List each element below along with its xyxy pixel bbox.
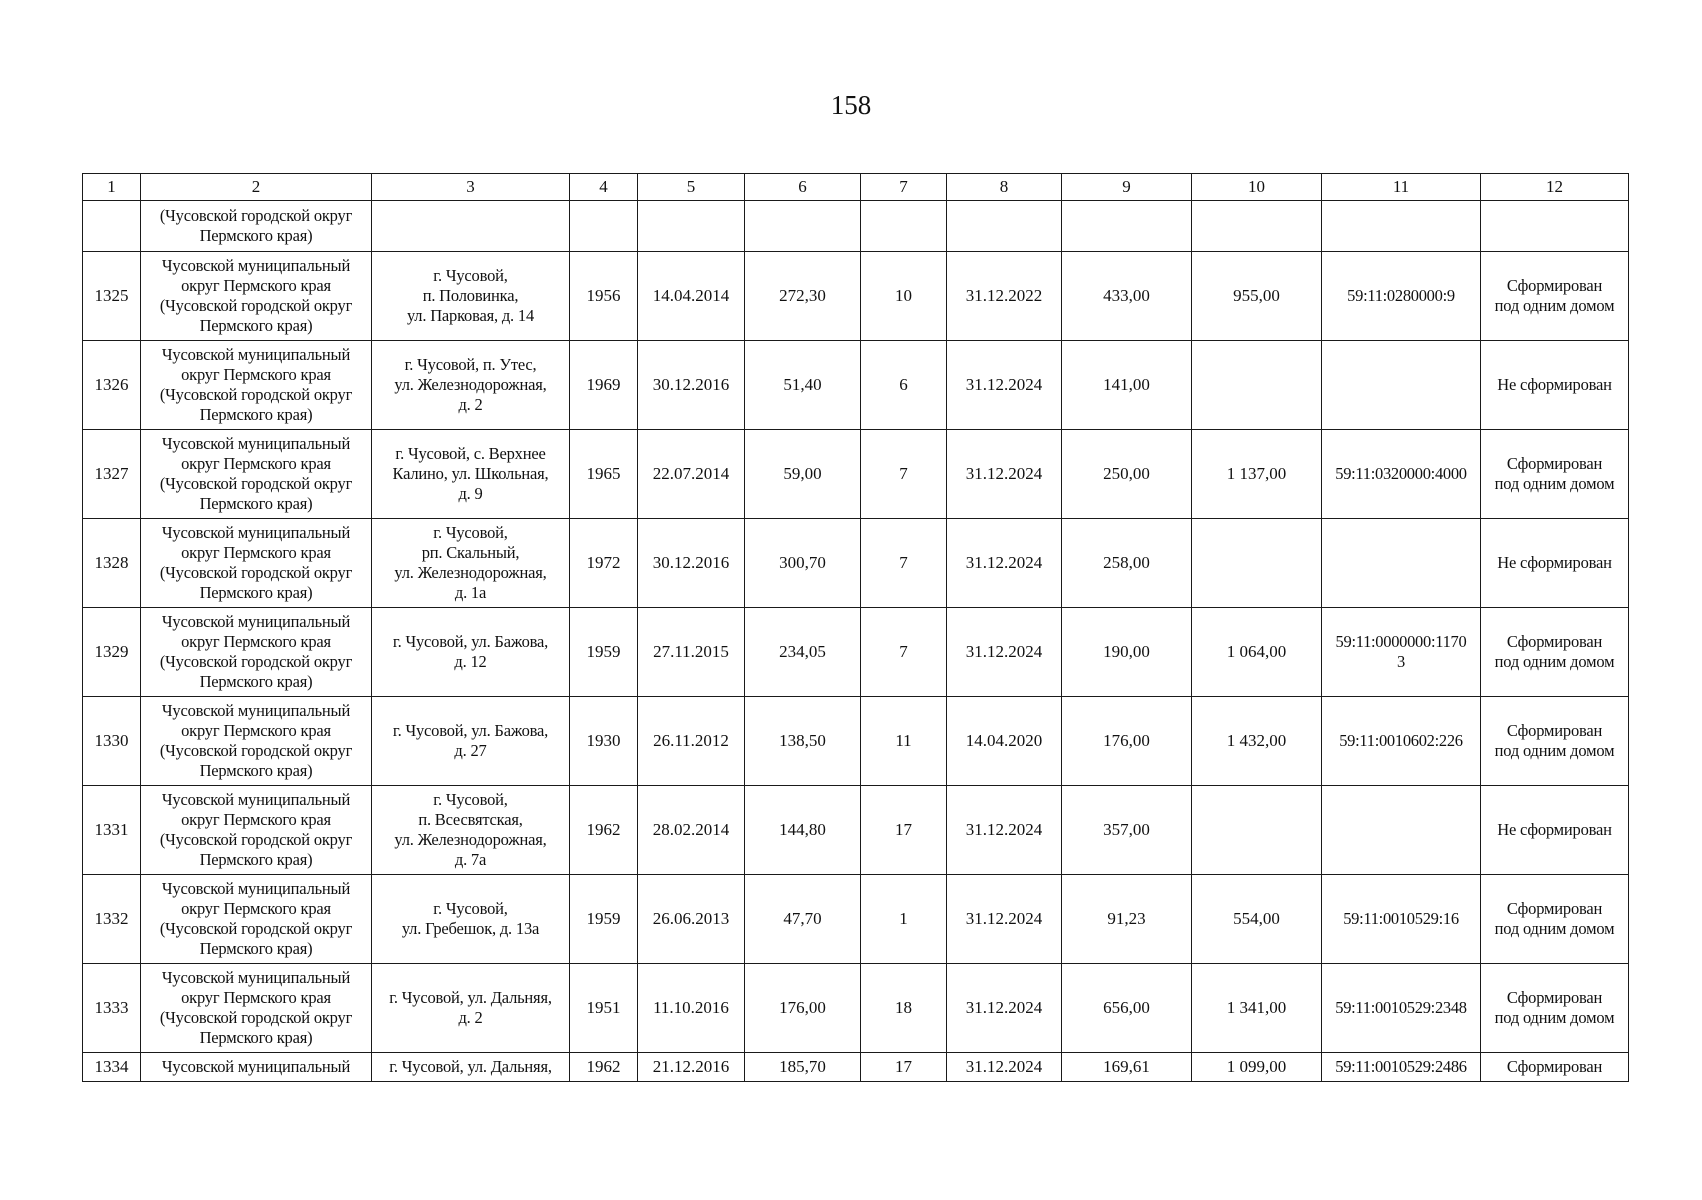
- cell-date1: 30.12.2016: [638, 519, 745, 608]
- column-header: 8: [947, 174, 1062, 201]
- column-header: 2: [141, 174, 372, 201]
- cell-year: 1959: [570, 608, 638, 697]
- cell-empty: [861, 201, 947, 252]
- cell-num: 1328: [83, 519, 141, 608]
- cell-count: 7: [861, 608, 947, 697]
- cell-num: 1331: [83, 786, 141, 875]
- cell-date1: 26.11.2012: [638, 697, 745, 786]
- cell-date1: 14.04.2014: [638, 252, 745, 341]
- cell-empty: [745, 201, 861, 252]
- cell-empty: [1322, 201, 1481, 252]
- column-header: 11: [1322, 174, 1481, 201]
- cell-year: 1969: [570, 341, 638, 430]
- cell-count: 10: [861, 252, 947, 341]
- cell-val10: 1 099,00: [1192, 1053, 1322, 1082]
- table-row: [83, 697, 1629, 786]
- cell-area: 234,05: [745, 608, 861, 697]
- cell-area: 300,70: [745, 519, 861, 608]
- cell-count: 18: [861, 964, 947, 1053]
- cell-year: 1972: [570, 519, 638, 608]
- cell-date2: 31.12.2024: [947, 1053, 1062, 1082]
- cell-address: г. Чусовой, п. Утес, ул. Железнодорожная, д. 2: [372, 341, 570, 430]
- cell-area: 144,80: [745, 786, 861, 875]
- cell-date1: 22.07.2014: [638, 430, 745, 519]
- registry-table: [82, 173, 1629, 1082]
- header-row: [83, 174, 1629, 201]
- cell-cadastral: 59:11:0010529:2348: [1322, 964, 1481, 1053]
- cell-num: [83, 201, 141, 252]
- cell-area: 185,70: [745, 1053, 861, 1082]
- cell-owner: Чусовской муниципальный: [141, 1053, 372, 1082]
- cell-cadastral: [1322, 341, 1481, 430]
- table-row: [83, 1053, 1629, 1082]
- cell-address: г. Чусовой, ул. Бажова, д. 12: [372, 608, 570, 697]
- cell-owner: Чусовской муниципальный округ Пермского края (Чусовской городской округ Пермского края): [141, 786, 372, 875]
- cell-owner: Чусовской муниципальный округ Пермского края (Чусовской городской округ Пермского края): [141, 252, 372, 341]
- cell-val10: 554,00: [1192, 875, 1322, 964]
- cell-empty: [372, 201, 570, 252]
- cell-date1: 26.06.2013: [638, 875, 745, 964]
- cell-empty: [947, 201, 1062, 252]
- cell-area: 47,70: [745, 875, 861, 964]
- cell-val10: 955,00: [1192, 252, 1322, 341]
- cell-date2: 31.12.2024: [947, 430, 1062, 519]
- cell-area: 138,50: [745, 697, 861, 786]
- cell-empty: [570, 201, 638, 252]
- column-header: 10: [1192, 174, 1322, 201]
- cell-date1: 21.12.2016: [638, 1053, 745, 1082]
- table-row: [83, 786, 1629, 875]
- cell-address: г. Чусовой, с. Верхнее Калино, ул. Школьная, д. 9: [372, 430, 570, 519]
- cell-val10: 1 064,00: [1192, 608, 1322, 697]
- cell-val9: 141,00: [1062, 341, 1192, 430]
- cell-cadastral: [1322, 519, 1481, 608]
- table-row: [83, 519, 1629, 608]
- cell-status: Не сформирован: [1481, 519, 1629, 608]
- cell-num: 1326: [83, 341, 141, 430]
- cell-count: 17: [861, 1053, 947, 1082]
- column-header: 3: [372, 174, 570, 201]
- column-header: 4: [570, 174, 638, 201]
- cell-val10: 1 137,00: [1192, 430, 1322, 519]
- cell-owner: Чусовской муниципальный округ Пермского края (Чусовской городской округ Пермского края): [141, 519, 372, 608]
- cell-year: 1956: [570, 252, 638, 341]
- cell-year: 1951: [570, 964, 638, 1053]
- cell-area: 272,30: [745, 252, 861, 341]
- cell-date2: 31.12.2024: [947, 608, 1062, 697]
- cell-date2: 31.12.2024: [947, 875, 1062, 964]
- cell-year: 1962: [570, 1053, 638, 1082]
- cell-cadastral: 59:11:0010529:16: [1322, 875, 1481, 964]
- cell-address: г. Чусовой, ул. Дальняя,: [372, 1053, 570, 1082]
- cell-owner: Чусовской муниципальный округ Пермского края (Чусовской городской округ Пермского края): [141, 964, 372, 1053]
- cell-val9: 176,00: [1062, 697, 1192, 786]
- cell-val9: 357,00: [1062, 786, 1192, 875]
- cell-date2: 31.12.2024: [947, 341, 1062, 430]
- cell-num: 1332: [83, 875, 141, 964]
- cell-val9: 169,61: [1062, 1053, 1192, 1082]
- cell-address: г. Чусовой, рп. Скальный, ул. Железнодорожная, д. 1а: [372, 519, 570, 608]
- cell-status: Сформирован под одним домом: [1481, 608, 1629, 697]
- cell-val9: 656,00: [1062, 964, 1192, 1053]
- column-header: 7: [861, 174, 947, 201]
- cell-empty: [1062, 201, 1192, 252]
- cell-empty: [1481, 201, 1629, 252]
- cell-status: Сформирован: [1481, 1053, 1629, 1082]
- cell-num: 1334: [83, 1053, 141, 1082]
- cell-address: г. Чусовой, ул. Бажова, д. 27: [372, 697, 570, 786]
- cell-count: 11: [861, 697, 947, 786]
- cell-area: 51,40: [745, 341, 861, 430]
- cell-year: 1959: [570, 875, 638, 964]
- cell-date2: 14.04.2020: [947, 697, 1062, 786]
- cell-count: 1: [861, 875, 947, 964]
- cell-status: Не сформирован: [1481, 786, 1629, 875]
- cell-num: 1325: [83, 252, 141, 341]
- cell-date2: 31.12.2024: [947, 786, 1062, 875]
- cell-cadastral: 59:11:0320000:4000: [1322, 430, 1481, 519]
- page-number: 158: [830, 90, 872, 120]
- cell-val10: [1192, 786, 1322, 875]
- cell-date1: 27.11.2015: [638, 608, 745, 697]
- cell-count: 6: [861, 341, 947, 430]
- column-header: 5: [638, 174, 745, 201]
- cell-num: 1329: [83, 608, 141, 697]
- cell-num: 1333: [83, 964, 141, 1053]
- cell-owner: Чусовской муниципальный округ Пермского края (Чусовской городской округ Пермского края): [141, 430, 372, 519]
- cell-status: Сформирован под одним домом: [1481, 964, 1629, 1053]
- table-row: [83, 608, 1629, 697]
- cell-date1: 11.10.2016: [638, 964, 745, 1053]
- cell-val10: [1192, 519, 1322, 608]
- cell-val9: 433,00: [1062, 252, 1192, 341]
- cell-cadastral: 59:11:0010602:226: [1322, 697, 1481, 786]
- cell-cadastral: 59:11:0000000:1170 3: [1322, 608, 1481, 697]
- cell-val9: 250,00: [1062, 430, 1192, 519]
- column-header: 1: [83, 174, 141, 201]
- cell-status: Сформирован под одним домом: [1481, 875, 1629, 964]
- cell-address: г. Чусовой, ул. Дальняя, д. 2: [372, 964, 570, 1053]
- continuation-row: [83, 201, 1629, 252]
- cell-date1: 28.02.2014: [638, 786, 745, 875]
- cell-empty: [638, 201, 745, 252]
- cell-date2: 31.12.2024: [947, 519, 1062, 608]
- cell-val10: 1 341,00: [1192, 964, 1322, 1053]
- cell-val10: 1 432,00: [1192, 697, 1322, 786]
- cell-status: Сформирован под одним домом: [1481, 697, 1629, 786]
- table-row: [83, 964, 1629, 1053]
- cell-year: 1965: [570, 430, 638, 519]
- cell-val9: 91,23: [1062, 875, 1192, 964]
- cell-year: 1962: [570, 786, 638, 875]
- cell-num: 1330: [83, 697, 141, 786]
- cell-val9: 258,00: [1062, 519, 1192, 608]
- cell-year: 1930: [570, 697, 638, 786]
- cell-owner: (Чусовской городской округ Пермского края): [141, 201, 372, 252]
- cell-status: Сформирован под одним домом: [1481, 430, 1629, 519]
- cell-count: 7: [861, 430, 947, 519]
- cell-owner: Чусовской муниципальный округ Пермского края (Чусовской городской округ Пермского края): [141, 875, 372, 964]
- cell-address: г. Чусовой, ул. Гребешок, д. 13а: [372, 875, 570, 964]
- cell-status: Не сформирован: [1481, 341, 1629, 430]
- column-header: 6: [745, 174, 861, 201]
- cell-status: Сформирован под одним домом: [1481, 252, 1629, 341]
- cell-owner: Чусовской муниципальный округ Пермского края (Чусовской городской округ Пермского края): [141, 697, 372, 786]
- cell-owner: Чусовской муниципальный округ Пермского края (Чусовской городской округ Пермского края): [141, 341, 372, 430]
- cell-date2: 31.12.2024: [947, 964, 1062, 1053]
- cell-cadastral: [1322, 786, 1481, 875]
- table-row: [83, 252, 1629, 341]
- table-row: [83, 341, 1629, 430]
- cell-owner: Чусовской муниципальный округ Пермского края (Чусовской городской округ Пермского края): [141, 608, 372, 697]
- cell-cadastral: 59:11:0280000:9: [1322, 252, 1481, 341]
- cell-area: 59,00: [745, 430, 861, 519]
- cell-count: 7: [861, 519, 947, 608]
- cell-date1: 30.12.2016: [638, 341, 745, 430]
- cell-val9: 190,00: [1062, 608, 1192, 697]
- cell-val10: [1192, 341, 1322, 430]
- cell-area: 176,00: [745, 964, 861, 1053]
- cell-address: г. Чусовой, п. Половинка, ул. Парковая, д. 14: [372, 252, 570, 341]
- cell-cadastral: 59:11:0010529:2486: [1322, 1053, 1481, 1082]
- cell-count: 17: [861, 786, 947, 875]
- cell-empty: [1192, 201, 1322, 252]
- cell-num: 1327: [83, 430, 141, 519]
- table-row: [83, 430, 1629, 519]
- column-header: 9: [1062, 174, 1192, 201]
- column-header: 12: [1481, 174, 1629, 201]
- cell-address: г. Чусовой, п. Всесвятская, ул. Железнодорожная, д. 7а: [372, 786, 570, 875]
- cell-date2: 31.12.2022: [947, 252, 1062, 341]
- table-row: [83, 875, 1629, 964]
